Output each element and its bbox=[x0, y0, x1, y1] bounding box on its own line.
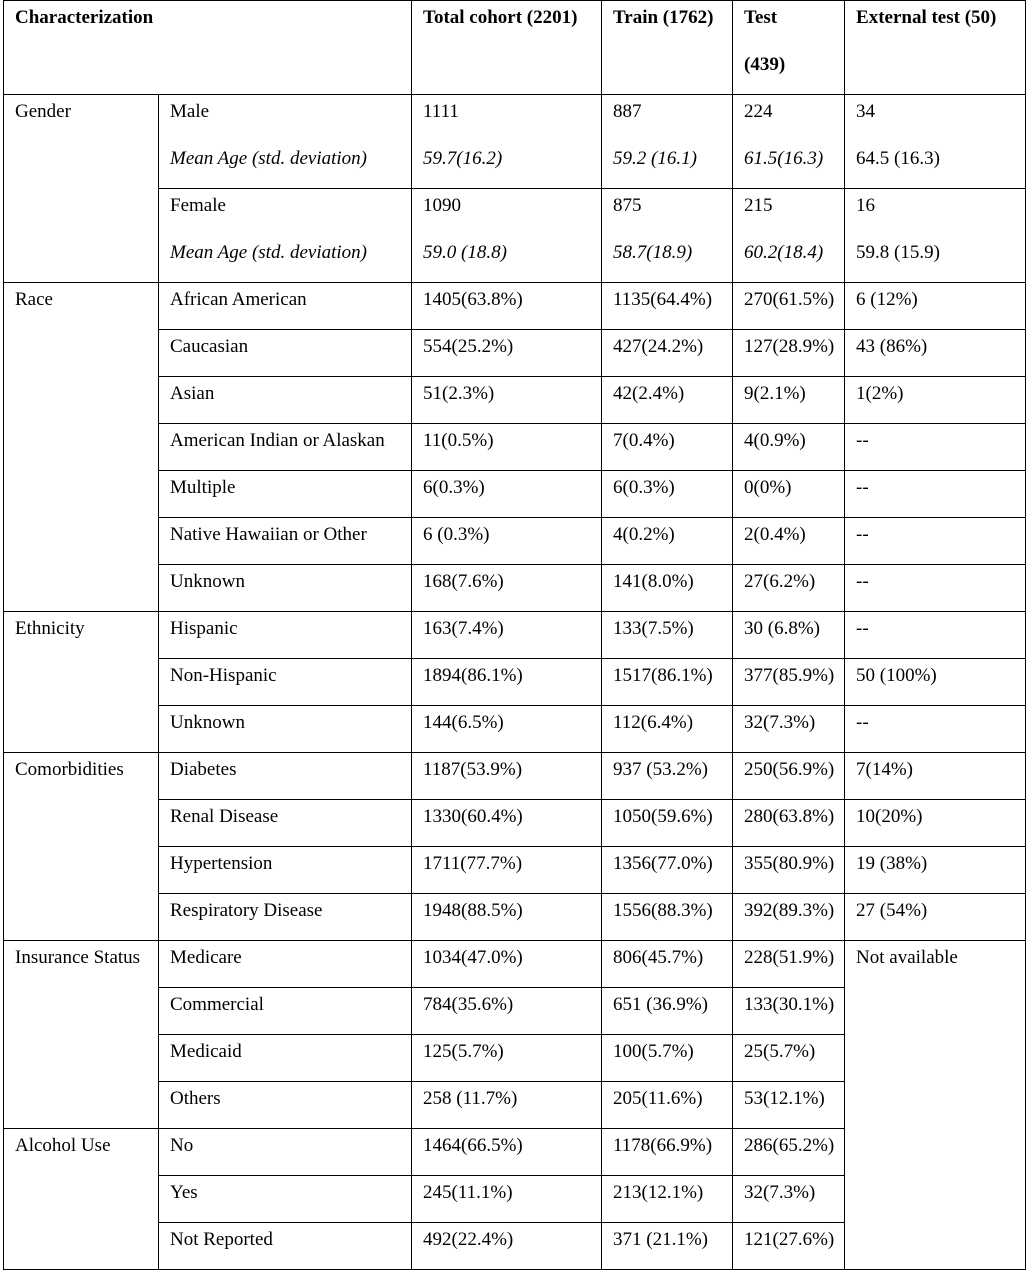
cell-label: Not Reported bbox=[159, 1223, 412, 1270]
cell-total: 1405(63.8%) bbox=[412, 283, 602, 330]
cell-test: 32(7.3%) bbox=[733, 706, 845, 753]
cell-train: 1356(77.0%) bbox=[602, 847, 733, 894]
cell-test: 280(63.8%) bbox=[733, 800, 845, 847]
male-train: 887 bbox=[613, 101, 642, 122]
cell-label: Caucasian bbox=[159, 330, 412, 377]
cell-label: Medicare bbox=[159, 941, 412, 988]
cell-total: 125(5.7%) bbox=[412, 1035, 602, 1082]
cell-train: 112(6.4%) bbox=[602, 706, 733, 753]
cell-train: 205(11.6%) bbox=[602, 1082, 733, 1129]
cell-external: -- bbox=[845, 612, 1026, 659]
section-alcohol-use: Alcohol Use bbox=[4, 1129, 159, 1270]
cell-train: 133(7.5%) bbox=[602, 612, 733, 659]
cell-external: 43 (86%) bbox=[845, 330, 1026, 377]
cell-train bbox=[602, 189, 733, 283]
cell-test: 355(80.9%) bbox=[733, 847, 845, 894]
mean-age-label: Mean Age (std. deviation) bbox=[170, 148, 367, 169]
cell-total: 163(7.4%) bbox=[412, 612, 602, 659]
cell-label: Unknown bbox=[159, 706, 412, 753]
header-total-cohort: Total cohort (2201) bbox=[412, 1, 602, 95]
cell-label: Asian bbox=[159, 377, 412, 424]
cell-label bbox=[159, 95, 412, 189]
header-characterization: Characterization bbox=[4, 1, 412, 95]
cell-external: 27 (54%) bbox=[845, 894, 1026, 941]
table-row bbox=[4, 612, 1026, 659]
cell-label: African American bbox=[159, 283, 412, 330]
cell-train: 42(2.4%) bbox=[602, 377, 733, 424]
cell-total: 168(7.6%) bbox=[412, 565, 602, 612]
cell-label: Yes bbox=[159, 1176, 412, 1223]
cell-total: 1464(66.5%) bbox=[412, 1129, 602, 1176]
mean-age-label: Mean Age (std. deviation) bbox=[170, 242, 367, 263]
section-ethnicity: Ethnicity bbox=[4, 612, 159, 753]
cell-train: 651 (36.9%) bbox=[602, 988, 733, 1035]
cell-total: 6 (0.3%) bbox=[412, 518, 602, 565]
cell-total: 1187(53.9%) bbox=[412, 753, 602, 800]
cell-test: 30 (6.8%) bbox=[733, 612, 845, 659]
cell-external: -- bbox=[845, 471, 1026, 518]
table-row bbox=[4, 941, 1026, 988]
cell-train: 1050(59.6%) bbox=[602, 800, 733, 847]
cell-label: Diabetes bbox=[159, 753, 412, 800]
gender-male-label: Male bbox=[170, 101, 210, 122]
section-insurance-status: Insurance Status bbox=[4, 941, 159, 1129]
female-train: 875 bbox=[613, 195, 642, 216]
male-train-age: 59.2 (16.1) bbox=[613, 148, 697, 169]
header-test-line2: (439) bbox=[744, 54, 786, 75]
cell-total: 492(22.4%) bbox=[412, 1223, 602, 1270]
cell-external: -- bbox=[845, 518, 1026, 565]
female-external: 16 bbox=[856, 195, 876, 216]
header-test-line1: Test bbox=[744, 7, 778, 28]
header-train: Train (1762) bbox=[602, 1, 733, 95]
section-gender: Gender bbox=[4, 95, 159, 283]
cell-label: Hispanic bbox=[159, 612, 412, 659]
female-total-age: 59.0 (18.8) bbox=[423, 242, 507, 263]
cell-train: 1556(88.3%) bbox=[602, 894, 733, 941]
cell-external: -- bbox=[845, 565, 1026, 612]
cell-test: 286(65.2%) bbox=[733, 1129, 845, 1176]
cell-total: 1034(47.0%) bbox=[412, 941, 602, 988]
table-row bbox=[4, 283, 1026, 330]
cell-train: 1135(64.4%) bbox=[602, 283, 733, 330]
cell-external bbox=[845, 95, 1026, 189]
cell-external: 10(20%) bbox=[845, 800, 1026, 847]
cell-test: 270(61.5%) bbox=[733, 283, 845, 330]
cell-test: 53(12.1%) bbox=[733, 1082, 845, 1129]
cell-label: Renal Disease bbox=[159, 800, 412, 847]
cell-external: -- bbox=[845, 706, 1026, 753]
cell-train: 1178(66.9%) bbox=[602, 1129, 733, 1176]
cell-total: 6(0.3%) bbox=[412, 471, 602, 518]
cell-train: 4(0.2%) bbox=[602, 518, 733, 565]
cell-label: Commercial bbox=[159, 988, 412, 1035]
cell-test: 25(5.7%) bbox=[733, 1035, 845, 1082]
cell-total: 51(2.3%) bbox=[412, 377, 602, 424]
cell-external bbox=[845, 189, 1026, 283]
table-row bbox=[4, 95, 1026, 189]
cell-external: 19 (38%) bbox=[845, 847, 1026, 894]
female-train-age: 58.7(18.9) bbox=[613, 242, 693, 263]
cell-total: 1330(60.4%) bbox=[412, 800, 602, 847]
cell-total: 784(35.6%) bbox=[412, 988, 602, 1035]
cell-test bbox=[733, 189, 845, 283]
cell-label: American Indian or Alaskan bbox=[159, 424, 412, 471]
cell-label: Multiple bbox=[159, 471, 412, 518]
cell-train: 141(8.0%) bbox=[602, 565, 733, 612]
cell-train bbox=[602, 95, 733, 189]
cell-label: Unknown bbox=[159, 565, 412, 612]
cell-train: 100(5.7%) bbox=[602, 1035, 733, 1082]
female-total: 1090 bbox=[423, 195, 462, 216]
cell-test: 250(56.9%) bbox=[733, 753, 845, 800]
cell-test: 228(51.9%) bbox=[733, 941, 845, 988]
male-test: 224 bbox=[744, 101, 773, 122]
cell-total: 554(25.2%) bbox=[412, 330, 602, 377]
cell-test bbox=[733, 95, 845, 189]
cell-test: 392(89.3%) bbox=[733, 894, 845, 941]
cell-train: 806(45.7%) bbox=[602, 941, 733, 988]
male-total-age: 59.7(16.2) bbox=[423, 148, 503, 169]
cell-total: 144(6.5%) bbox=[412, 706, 602, 753]
cell-test: 9(2.1%) bbox=[733, 377, 845, 424]
section-race: Race bbox=[4, 283, 159, 612]
header-test bbox=[733, 1, 845, 95]
cell-label: Non-Hispanic bbox=[159, 659, 412, 706]
header-row bbox=[4, 1, 1026, 95]
cell-total: 245(11.1%) bbox=[412, 1176, 602, 1223]
cell-label: No bbox=[159, 1129, 412, 1176]
cell-train: 213(12.1%) bbox=[602, 1176, 733, 1223]
cell-train: 937 (53.2%) bbox=[602, 753, 733, 800]
cell-total: 11(0.5%) bbox=[412, 424, 602, 471]
female-test-age: 60.2(18.4) bbox=[744, 242, 824, 263]
cell-test: 121(27.6%) bbox=[733, 1223, 845, 1270]
cell-total: 1894(86.1%) bbox=[412, 659, 602, 706]
cell-label bbox=[159, 189, 412, 283]
cell-label: Native Hawaiian or Other bbox=[159, 518, 412, 565]
cell-total: 1948(88.5%) bbox=[412, 894, 602, 941]
male-total: 1111 bbox=[423, 101, 459, 122]
cell-train: 427(24.2%) bbox=[602, 330, 733, 377]
cell-label: Medicaid bbox=[159, 1035, 412, 1082]
cell-total: 1711(77.7%) bbox=[412, 847, 602, 894]
cell-external: -- bbox=[845, 424, 1026, 471]
characterization-table bbox=[3, 0, 1026, 1270]
cell-train: 371 (21.1%) bbox=[602, 1223, 733, 1270]
cell-label: Hypertension bbox=[159, 847, 412, 894]
table-row bbox=[4, 753, 1026, 800]
female-external-age: 59.8 (15.9) bbox=[856, 242, 940, 263]
cell-train: 6(0.3%) bbox=[602, 471, 733, 518]
cell-test: 27(6.2%) bbox=[733, 565, 845, 612]
cell-total: 258 (11.7%) bbox=[412, 1082, 602, 1129]
section-comorbidities: Comorbidities bbox=[4, 753, 159, 941]
cell-test: 127(28.9%) bbox=[733, 330, 845, 377]
cell-external: 50 (100%) bbox=[845, 659, 1026, 706]
male-external-age: 64.5 (16.3) bbox=[856, 148, 940, 169]
cell-test: 133(30.1%) bbox=[733, 988, 845, 1035]
cell-label: Others bbox=[159, 1082, 412, 1129]
male-external: 34 bbox=[856, 101, 876, 122]
cell-test: 2(0.4%) bbox=[733, 518, 845, 565]
cell-test: 4(0.9%) bbox=[733, 424, 845, 471]
header-external-test: External test (50) bbox=[845, 1, 1026, 95]
cell-total bbox=[412, 189, 602, 283]
cell-test: 32(7.3%) bbox=[733, 1176, 845, 1223]
female-test: 215 bbox=[744, 195, 773, 216]
cell-total bbox=[412, 95, 602, 189]
cell-external: 7(14%) bbox=[845, 753, 1026, 800]
cell-label: Respiratory Disease bbox=[159, 894, 412, 941]
cell-external: 6 (12%) bbox=[845, 283, 1026, 330]
cell-train: 7(0.4%) bbox=[602, 424, 733, 471]
cell-test: 0(0%) bbox=[733, 471, 845, 518]
cell-train: 1517(86.1%) bbox=[602, 659, 733, 706]
cell-external: 1(2%) bbox=[845, 377, 1026, 424]
cell-test: 377(85.9%) bbox=[733, 659, 845, 706]
gender-female-label: Female bbox=[170, 195, 226, 216]
male-test-age: 61.5(16.3) bbox=[744, 148, 824, 169]
cell-external-not-available: Not available bbox=[845, 941, 1026, 1270]
